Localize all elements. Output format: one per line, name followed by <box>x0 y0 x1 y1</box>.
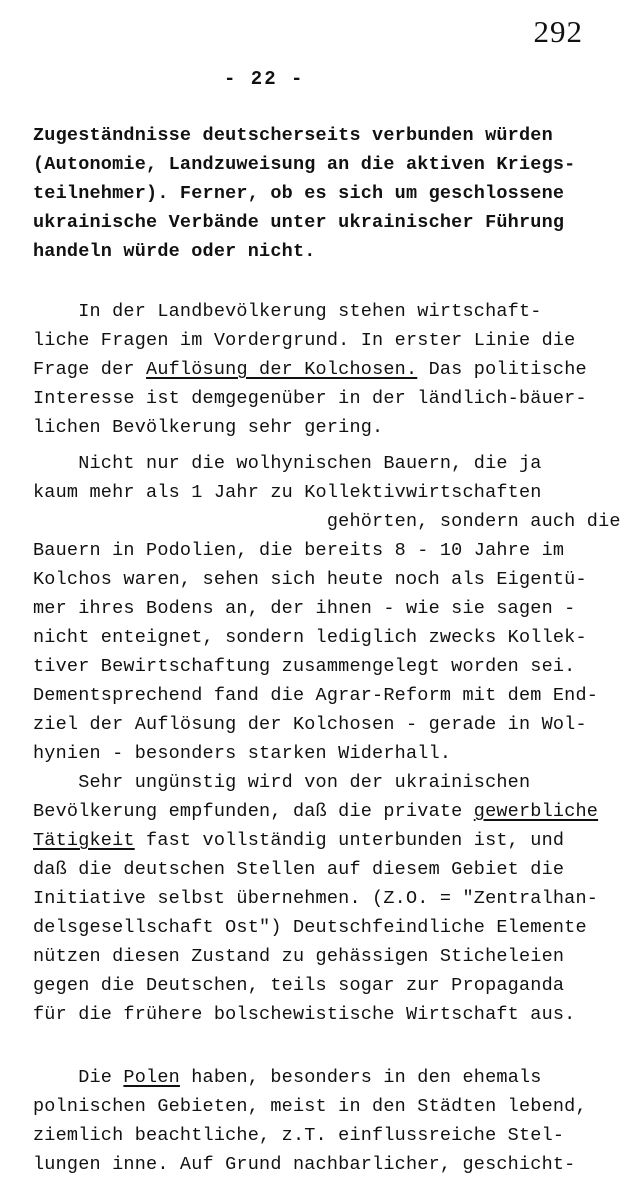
text-line: daß die deutschen Stellen auf diesem Gebiet die <box>33 859 565 880</box>
text-line: lungen inne. Auf Grund nachbarlicher, geschicht- <box>33 1154 576 1175</box>
text-line: kaum mehr als 1 Jahr zu Kollektivwirtschaften <box>33 482 542 503</box>
underlined-phrase: gewerbliche <box>473 801 599 822</box>
text-line: teilnehmer). Ferner, ob es sich um geschlossene <box>33 183 565 204</box>
text-line: Initiative selbst übernehmen. (Z.O. = "Zentralhan- <box>33 888 599 909</box>
underlined-phrase: Tätigkeit <box>33 830 135 851</box>
text-line: ukrainische Verbände unter ukrainischer Führung <box>33 212 565 233</box>
text-line <box>33 1066 542 1090</box>
text-line: liche Fragen im Vordergrund. In erster Linie die <box>33 330 576 351</box>
text-segment: Das politische <box>417 359 587 380</box>
text-line: nützen diesen Zustand zu gehässigen Sticheleien <box>33 946 565 967</box>
page-number: - 22 - <box>224 68 305 90</box>
text-line: mer ihres Bodens an, der ihnen - wie sie sagen - <box>33 598 576 619</box>
text-line: Interesse ist demgegenüber in der ländlich-bäuer- <box>33 388 587 409</box>
text-line: ziel der Auflösung der Kolchosen - gerade in Wol- <box>33 714 587 735</box>
text-segment: fast vollständig unterbunden ist, und <box>134 830 565 851</box>
text-line: Kolchos waren, sehen sich heute noch als Eigentü- <box>33 569 587 590</box>
text-segment: Frage der <box>33 359 147 380</box>
text-line: handeln würde oder nicht. <box>33 241 316 262</box>
underlined-phrase: Polen <box>123 1067 180 1088</box>
text-line: hynien - besonders starken Widerhall. <box>33 743 452 764</box>
text-line: In der Landbevölkerung stehen wirtschaft- <box>33 301 542 322</box>
text-line: Bauern in Podolien, die bereits 8 - 10 Jahre im <box>33 540 565 561</box>
text-line: lichen Bevölkerung sehr gering. <box>33 417 384 438</box>
text-line: (Autonomie, Landzuweisung an die aktiven Kriegs- <box>33 154 576 175</box>
text-line: für die frühere bolschewistische Wirtschaft aus. <box>33 1004 576 1025</box>
text-line: tiver Bewirtschaftung zusammengelegt worden sei. <box>33 656 576 677</box>
text-line: ziemlich beachtliche, z.T. einflussreiche Stel- <box>33 1125 565 1146</box>
text-line: delsgesellschaft Ost") Deutschfeindliche Elemente <box>33 917 587 938</box>
text-line: gegen die Deutschen, teils sogar zur Propaganda <box>33 975 565 996</box>
text-segment: Die <box>33 1067 124 1088</box>
text-line <box>33 800 598 824</box>
archive-page-number: 292 <box>533 14 583 49</box>
text-line: Sehr ungünstig wird von der ukrainischen <box>33 772 531 793</box>
text-line: nicht enteignet, sondern lediglich zwecks Kollek- <box>33 627 587 648</box>
text-line: Nicht nur die wolhynischen Bauern, die ja <box>33 453 542 474</box>
text-line: Zugeständnisse deutscherseits verbunden würden <box>33 125 553 146</box>
text-segment: haben, besonders in den ehemals <box>179 1067 542 1088</box>
text-line <box>33 829 564 853</box>
text-line: polnischen Gebieten, meist in den Städten lebend, <box>33 1096 587 1117</box>
text-line: Dementsprechend fand die Agrar-Reform mit dem End- <box>33 685 599 706</box>
text-line: gehörten, sondern auch die <box>33 511 621 532</box>
underlined-phrase: Auflösung der Kolchosen. <box>146 359 418 380</box>
text-segment: Bevölkerung empfunden, daß die private <box>33 801 474 822</box>
text-line <box>33 358 587 382</box>
